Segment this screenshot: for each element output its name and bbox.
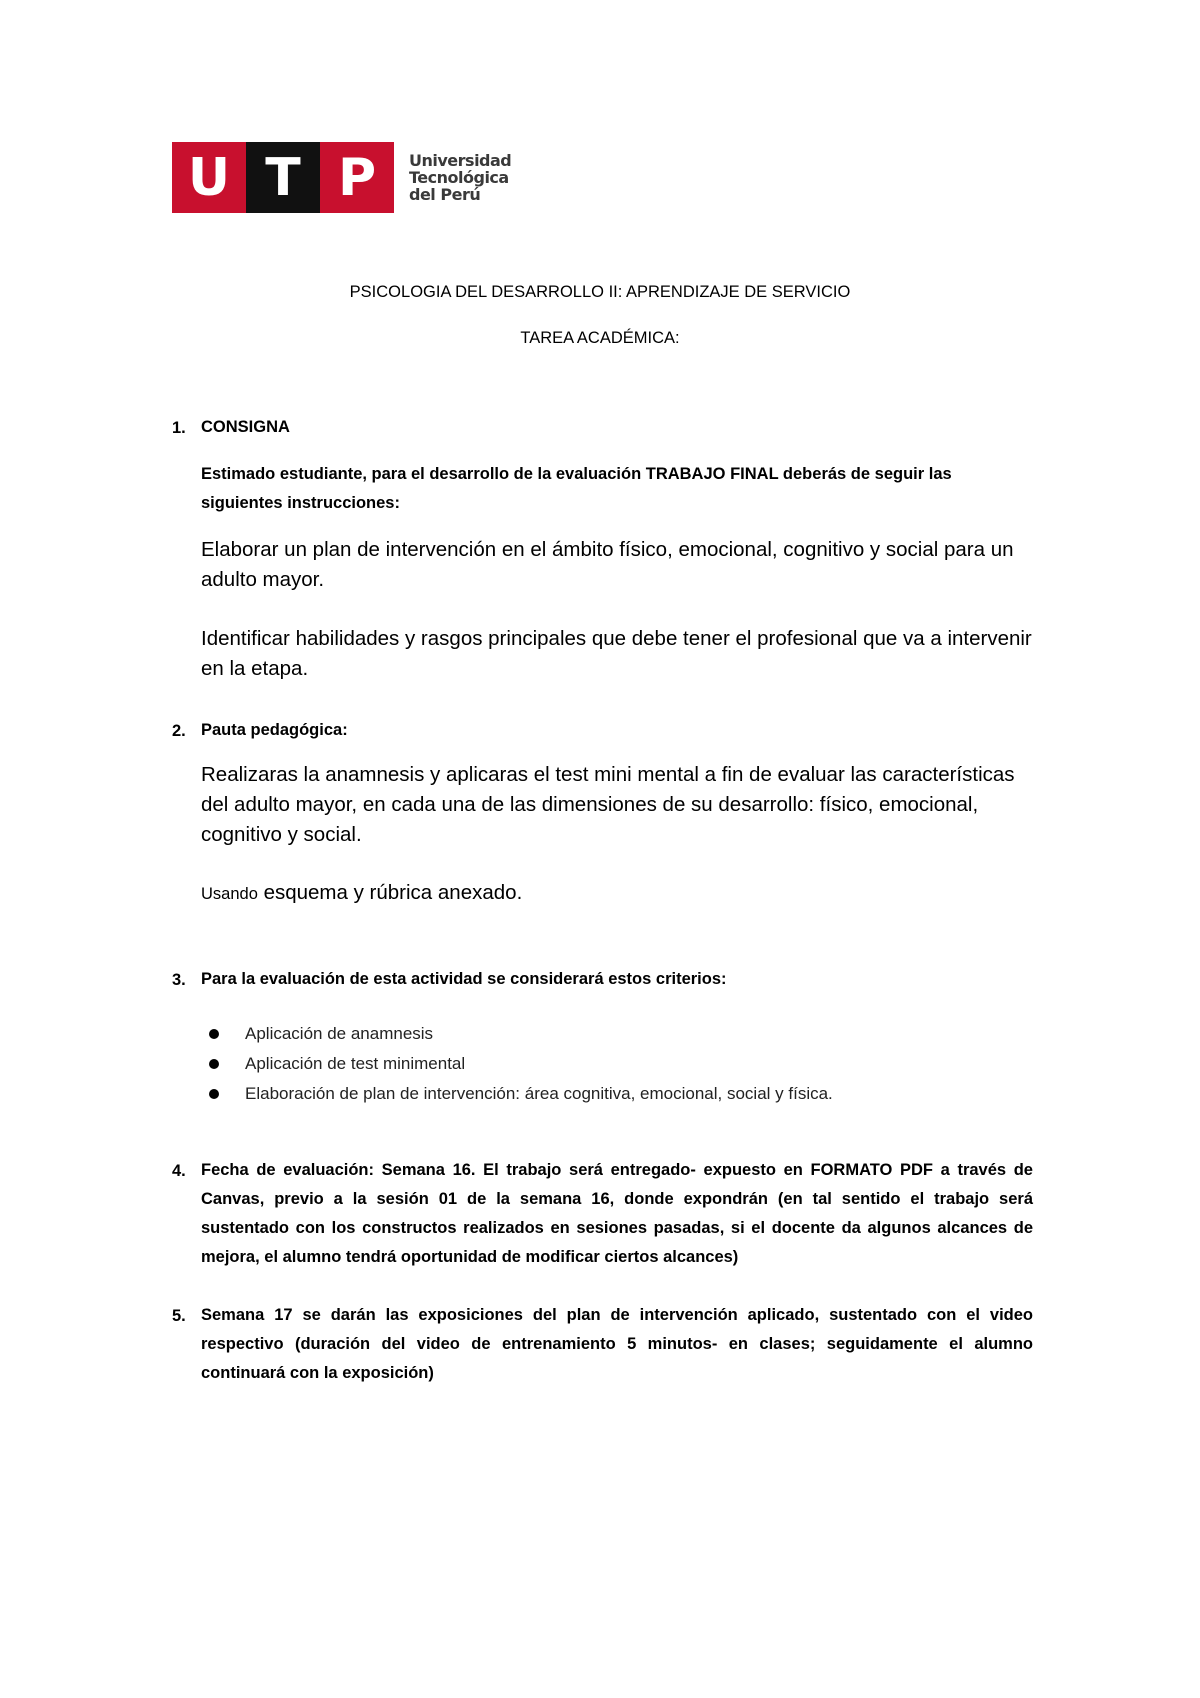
- utp-logo: [172, 142, 511, 213]
- criteria-list: [201, 1019, 1031, 1109]
- criteria-item: [201, 1049, 1031, 1079]
- section-1-number: 1.: [172, 419, 186, 437]
- section-2-paragraph-1: Realizaras la anamnesis y aplicaras el test mini mental a fin de evaluar las características del adulto mayor, en cada una de las dimensiones de su desarrollo: físico, emocional, cognitivo y social.: [201, 763, 1015, 846]
- section-2-usando: Usando: [201, 885, 258, 903]
- bullet-icon: [209, 1089, 219, 1099]
- course-title: PSICOLOGIA DEL DESARROLLO II: APRENDIZAJE DE SERVICIO: [349, 283, 851, 301]
- logo-letter-t: T: [246, 142, 320, 213]
- criteria-item-text: Elaboración de plan de intervención: área cognitiva, emocional, social y física.: [245, 1084, 833, 1103]
- criteria-item: [201, 1079, 1031, 1109]
- section-1-intro: Estimado estudiante, para el desarrollo de la evaluación TRABAJO FINAL deberás de seguir las siguientes instrucciones:: [201, 465, 952, 512]
- section-2-paragraph-2: [201, 878, 1033, 909]
- bullet-icon: [209, 1059, 219, 1069]
- logo-word-universidad: Universidad: [409, 151, 512, 170]
- logo-word-del-peru: del Perú: [409, 185, 481, 204]
- section-4-number: 4.: [172, 1162, 186, 1180]
- section-5-text: Semana 17 se darán las exposiciones del plan de intervención aplicado, sustentado con el video respectivo (duración del video de entrenamiento 5 minutos- en clases; seguidamente el alumno continuará con la exposición): [201, 1306, 1033, 1382]
- logo-letter-p: P: [320, 142, 394, 213]
- section-2-heading: Pauta pedagógica:: [201, 721, 348, 739]
- section-1-paragraph-2: Identificar habilidades y rasgos principales que debe tener el profesional que va a intervenir en la etapa.: [201, 627, 1032, 680]
- bullet-icon: [209, 1029, 219, 1039]
- assignment-subtitle: TAREA ACADÉMICA:: [520, 329, 680, 347]
- logo-letter-u: U: [172, 142, 246, 213]
- section-2-paragraph-2-rest: esquema y rúbrica anexado.: [263, 881, 523, 904]
- section-1-heading: CONSIGNA: [201, 418, 290, 436]
- logo-word-tecnologica: Tecnológica: [409, 168, 509, 187]
- section-3-number: 3.: [172, 971, 186, 989]
- logo-wordmark: [409, 152, 511, 203]
- criteria-item-text: Aplicación de anamnesis: [245, 1024, 434, 1043]
- section-2-number: 2.: [172, 722, 186, 740]
- section-1-paragraph-1: Elaborar un plan de intervención en el ámbito físico, emocional, cognitivo y social para un adulto mayor.: [201, 538, 1014, 591]
- criteria-item-text: Aplicación de test minimental: [245, 1054, 466, 1073]
- section-5-number: 5.: [172, 1307, 186, 1325]
- criteria-item: [201, 1019, 1031, 1049]
- section-4-text: Fecha de evaluación: Semana 16. El trabajo será entregado- expuesto en FORMATO PDF a través de Canvas, previo a la sesión 01 de la semana 16, donde expondrán (en tal sentido el trabajo será sustentado con los constructos realizados en sesiones pasadas, si el docente da algunos alcances de mejora, el alumno tendrá oportunidad de modificar ciertos alcances): [201, 1161, 1033, 1266]
- section-3-heading: Para la evaluación de esta actividad se considerará estos criterios:: [201, 970, 727, 988]
